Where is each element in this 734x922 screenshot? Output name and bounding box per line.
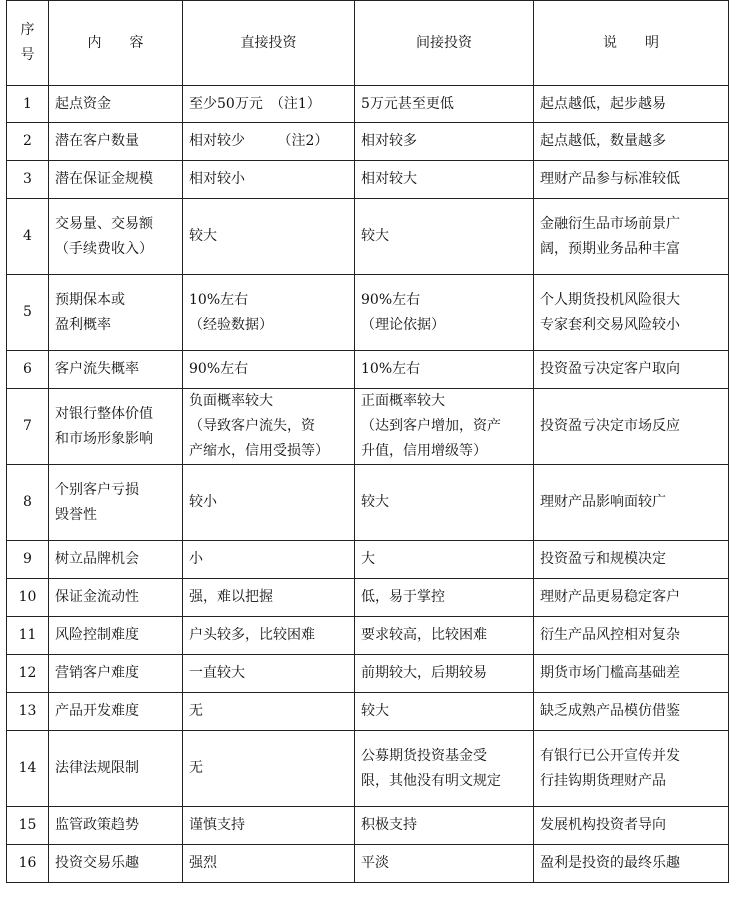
cell-indirect bbox=[355, 845, 534, 883]
cell-direct-line: 较大 bbox=[189, 228, 217, 244]
cell-content-line: 和市场形象影响 bbox=[55, 430, 153, 447]
cell-direct bbox=[183, 465, 355, 541]
cell-content bbox=[49, 86, 183, 123]
cell-content-line: 预期保本或 bbox=[55, 291, 125, 308]
row-number: 2 bbox=[7, 123, 49, 161]
row-number: 5 bbox=[7, 275, 49, 351]
cell-indirect-line: 相对较大 bbox=[361, 171, 417, 187]
cell-content-line: 盈利概率 bbox=[55, 316, 111, 333]
table-row bbox=[7, 123, 729, 161]
table-row bbox=[7, 617, 729, 655]
cell-indirect-line: 平淡 bbox=[361, 855, 389, 871]
cell-content bbox=[49, 807, 183, 845]
cell-note bbox=[534, 541, 729, 579]
header-note: 说 明 bbox=[534, 1, 729, 86]
row-number: 1 bbox=[7, 86, 49, 123]
cell-note bbox=[534, 123, 729, 161]
table-row bbox=[7, 807, 729, 845]
table-row bbox=[7, 731, 729, 807]
table-row bbox=[7, 86, 729, 123]
cell-indirect bbox=[355, 655, 534, 693]
cell-content-line: 产品开发难度 bbox=[55, 703, 139, 719]
cell-indirect bbox=[355, 693, 534, 731]
cell-direct-line: 相对较少 （注2） bbox=[189, 133, 329, 149]
cell-direct-line: （经验数据） bbox=[189, 316, 273, 333]
cell-content-line: 保证金流动性 bbox=[55, 589, 139, 605]
cell-content-line: 交易量、交易额 bbox=[55, 215, 153, 232]
cell-direct-line: 至少50万元 （注1） bbox=[189, 95, 321, 112]
cell-content-line: 法律法规限制 bbox=[55, 760, 139, 776]
cell-note bbox=[534, 617, 729, 655]
cell-indirect-line: 5万元甚至更低 bbox=[361, 95, 454, 112]
cell-content bbox=[49, 845, 183, 883]
cell-note-line: 起点越低，起步越易 bbox=[540, 95, 666, 112]
table-row bbox=[7, 389, 729, 465]
header-no-line1: 序 bbox=[20, 22, 35, 38]
cell-direct bbox=[183, 275, 355, 351]
cell-note-line: 行挂钩期货理财产品 bbox=[540, 772, 666, 789]
row-number: 12 bbox=[7, 655, 49, 693]
row-number: 6 bbox=[7, 351, 49, 389]
cell-indirect-line: 低，易于掌控 bbox=[361, 589, 445, 605]
cell-indirect-line: 积极支持 bbox=[361, 817, 417, 833]
row-number: 9 bbox=[7, 541, 49, 579]
cell-direct-line: 10%左右 bbox=[189, 291, 249, 308]
row-number: 8 bbox=[7, 465, 49, 541]
comparison-table bbox=[6, 0, 729, 883]
cell-direct bbox=[183, 351, 355, 389]
cell-indirect-line: 限，其他没有明文规定 bbox=[361, 772, 501, 789]
cell-indirect-line: 正面概率较大 bbox=[361, 393, 445, 409]
cell-indirect-line: 10%左右 bbox=[361, 361, 421, 377]
cell-direct-line: 相对较小 bbox=[189, 171, 245, 187]
cell-direct bbox=[183, 123, 355, 161]
row-number: 16 bbox=[7, 845, 49, 883]
table-row bbox=[7, 199, 729, 275]
cell-direct-line: 无 bbox=[189, 760, 203, 776]
cell-direct bbox=[183, 579, 355, 617]
row-number: 13 bbox=[7, 693, 49, 731]
cell-note bbox=[534, 807, 729, 845]
cell-content bbox=[49, 541, 183, 579]
cell-direct-line: 无 bbox=[189, 703, 203, 719]
cell-note-line: 投资盈亏和规模决定 bbox=[540, 551, 666, 567]
cell-indirect bbox=[355, 389, 534, 465]
cell-note-line: 理财产品更易稳定客户 bbox=[540, 589, 680, 605]
cell-direct bbox=[183, 617, 355, 655]
table-row bbox=[7, 845, 729, 883]
cell-note bbox=[534, 389, 729, 465]
cell-direct-line: （导致客户流失，资 bbox=[189, 418, 315, 434]
cell-note bbox=[534, 579, 729, 617]
cell-note-line: 投资盈亏决定客户取向 bbox=[540, 361, 680, 377]
header-direct: 直接投资 bbox=[183, 1, 355, 86]
cell-indirect bbox=[355, 731, 534, 807]
cell-direct-line: 负面概率较大 bbox=[189, 393, 273, 409]
cell-note-line: 专家套利交易风险较小 bbox=[540, 316, 680, 333]
cell-note bbox=[534, 161, 729, 199]
row-number: 3 bbox=[7, 161, 49, 199]
cell-content bbox=[49, 275, 183, 351]
cell-note-line: 理财产品影响面较广 bbox=[540, 494, 666, 510]
header-content: 内 容 bbox=[49, 1, 183, 86]
cell-direct-line: 强，难以把握 bbox=[189, 589, 273, 605]
cell-direct-line: 户头较多，比较困难 bbox=[189, 627, 315, 643]
cell-direct-line: 小 bbox=[189, 551, 203, 567]
cell-direct-line: 90%左右 bbox=[189, 361, 249, 377]
cell-note-line: 金融衍生品市场前景广 bbox=[540, 215, 680, 232]
cell-direct-line: 强烈 bbox=[189, 855, 217, 871]
cell-content-line: （手续费收入） bbox=[55, 240, 153, 257]
cell-direct bbox=[183, 693, 355, 731]
row-number: 15 bbox=[7, 807, 49, 845]
cell-content-line: 潜在客户数量 bbox=[55, 133, 139, 149]
cell-direct bbox=[183, 161, 355, 199]
header-indirect: 间接投资 bbox=[355, 1, 534, 86]
cell-content bbox=[49, 731, 183, 807]
cell-content bbox=[49, 389, 183, 465]
cell-direct-line: 一直较大 bbox=[189, 665, 245, 681]
cell-indirect bbox=[355, 465, 534, 541]
cell-note bbox=[534, 275, 729, 351]
cell-indirect bbox=[355, 275, 534, 351]
cell-note bbox=[534, 465, 729, 541]
cell-direct bbox=[183, 389, 355, 465]
cell-content bbox=[49, 161, 183, 199]
cell-content bbox=[49, 199, 183, 275]
table-row bbox=[7, 655, 729, 693]
row-number: 14 bbox=[7, 731, 49, 807]
cell-note-line: 阔，预期业务品种丰富 bbox=[540, 240, 680, 257]
cell-direct bbox=[183, 845, 355, 883]
cell-content-line: 对银行整体价值 bbox=[55, 405, 153, 422]
cell-content bbox=[49, 123, 183, 161]
cell-direct bbox=[183, 807, 355, 845]
table-row bbox=[7, 541, 729, 579]
cell-indirect-line: （达到客户增加，资产 bbox=[361, 418, 501, 434]
cell-content bbox=[49, 351, 183, 389]
cell-indirect bbox=[355, 123, 534, 161]
cell-note bbox=[534, 693, 729, 731]
cell-content-line: 风险控制难度 bbox=[55, 627, 139, 643]
cell-indirect bbox=[355, 807, 534, 845]
cell-content-line: 树立品牌机会 bbox=[55, 551, 139, 567]
cell-direct-line: 产缩水，信用受损等） bbox=[189, 443, 329, 459]
cell-indirect-line: 大 bbox=[361, 551, 375, 567]
row-number: 4 bbox=[7, 199, 49, 275]
cell-direct-line: 较小 bbox=[189, 494, 217, 510]
cell-indirect bbox=[355, 351, 534, 389]
cell-note-line: 衍生产品风控相对复杂 bbox=[540, 627, 680, 643]
cell-note-line: 个人期货投机风险很大 bbox=[540, 291, 680, 308]
cell-note-line: 缺乏成熟产品模仿借鉴 bbox=[540, 703, 680, 719]
cell-indirect bbox=[355, 86, 534, 123]
cell-content-line: 监管政策趋势 bbox=[55, 817, 139, 833]
table-row bbox=[7, 351, 729, 389]
cell-indirect bbox=[355, 617, 534, 655]
cell-note bbox=[534, 351, 729, 389]
cell-content-line: 个别客户亏损 bbox=[55, 481, 139, 498]
cell-note bbox=[534, 199, 729, 275]
cell-indirect bbox=[355, 541, 534, 579]
cell-direct bbox=[183, 199, 355, 275]
table-row bbox=[7, 465, 729, 541]
cell-content bbox=[49, 655, 183, 693]
cell-indirect bbox=[355, 199, 534, 275]
table-row bbox=[7, 161, 729, 199]
cell-content-line: 客户流失概率 bbox=[55, 361, 139, 377]
cell-note-line: 起点越低，数量越多 bbox=[540, 133, 666, 149]
cell-content bbox=[49, 617, 183, 655]
cell-indirect-line: 90%左右 bbox=[361, 291, 421, 308]
cell-content-line: 投资交易乐趣 bbox=[55, 855, 139, 871]
cell-indirect bbox=[355, 161, 534, 199]
cell-direct bbox=[183, 731, 355, 807]
cell-indirect bbox=[355, 579, 534, 617]
cell-direct-line: 谨慎支持 bbox=[189, 817, 245, 833]
cell-note-line: 理财产品参与标准较低 bbox=[540, 171, 680, 187]
table-body bbox=[7, 86, 729, 883]
cell-content-line: 营销客户难度 bbox=[55, 665, 139, 681]
header-no-line2: 号 bbox=[20, 47, 35, 63]
cell-note-line: 投资盈亏决定市场反应 bbox=[540, 418, 680, 434]
cell-note bbox=[534, 845, 729, 883]
cell-indirect-line: 前期较大，后期较易 bbox=[361, 665, 487, 681]
cell-note bbox=[534, 655, 729, 693]
row-number: 7 bbox=[7, 389, 49, 465]
cell-indirect-line: 升值，信用增级等） bbox=[361, 443, 487, 459]
cell-direct bbox=[183, 541, 355, 579]
header-row bbox=[7, 1, 729, 86]
cell-direct bbox=[183, 655, 355, 693]
cell-note-line: 发展机构投资者导向 bbox=[540, 817, 666, 833]
table-row bbox=[7, 579, 729, 617]
cell-content-line: 毁誉性 bbox=[55, 506, 97, 523]
cell-note-line: 有银行已公开宣传并发 bbox=[540, 747, 680, 764]
cell-indirect-line: 要求较高，比较困难 bbox=[361, 627, 487, 643]
table-row bbox=[7, 275, 729, 351]
cell-note bbox=[534, 86, 729, 123]
cell-indirect-line: 公募期货投资基金受 bbox=[361, 747, 487, 764]
cell-content bbox=[49, 579, 183, 617]
cell-content-line: 起点资金 bbox=[55, 95, 111, 112]
cell-indirect-line: 较大 bbox=[361, 228, 389, 244]
cell-indirect-line: 较大 bbox=[361, 703, 389, 719]
cell-note bbox=[534, 731, 729, 807]
row-number: 10 bbox=[7, 579, 49, 617]
header-no bbox=[7, 1, 49, 86]
cell-indirect-line: 较大 bbox=[361, 494, 389, 510]
cell-content-line: 潜在保证金规模 bbox=[55, 171, 153, 187]
row-number: 11 bbox=[7, 617, 49, 655]
cell-indirect-line: （理论依据） bbox=[361, 316, 445, 333]
cell-indirect-line: 相对较多 bbox=[361, 133, 417, 149]
cell-content bbox=[49, 465, 183, 541]
table-row bbox=[7, 693, 729, 731]
cell-content bbox=[49, 693, 183, 731]
cell-direct bbox=[183, 86, 355, 123]
cell-note-line: 盈利是投资的最终乐趣 bbox=[540, 855, 680, 871]
cell-note-line: 期货市场门槛高基础差 bbox=[540, 665, 680, 681]
